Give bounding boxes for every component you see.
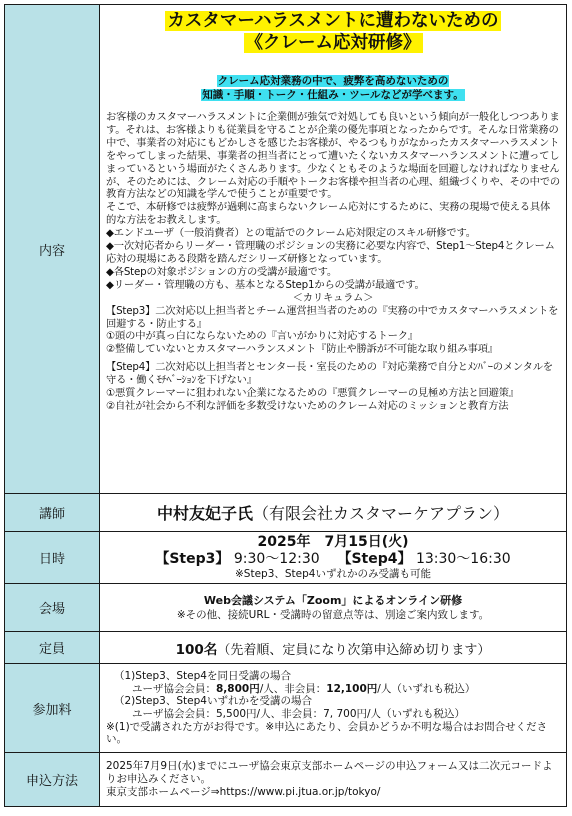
description-paragraph: そこで、本研修では疲弊が過剰に高まらないクレーム応対にするために、実務の現場で使える具体的な方法をお教えします。 — [106, 201, 551, 227]
lecturer-cell — [100, 494, 567, 532]
main-title-line2: 《クレーム応対研修》 — [245, 33, 421, 53]
application-url[interactable]: 東京支部ホームページ⇒https://www.pi.jtua.or.jp/tokyo/ — [106, 786, 381, 798]
venue-main: Web会議システム「Zoom」によるオンライン研修 — [203, 594, 463, 607]
feature-bullet: ◆エンドユーザ（一般消費者）との電話でのクレーム応対限定のスキル研修です。 — [106, 227, 476, 240]
main-title-line1: カスタマーハラスメントに遭わないための — [167, 11, 499, 31]
capacity-note: （先着順、定員になり次第申込締め切ります） — [217, 642, 491, 658]
datetime-label: 日時 — [5, 532, 100, 584]
curriculum-heading: ＜カリキュラム＞ — [292, 291, 374, 304]
step3-heading: 【Step3】二次対応以上担当者とチーム運営担当者のための『実務の中でカスタマーハラスメントを回避する・防止する』 — [106, 304, 559, 330]
subtitle-line1: クレーム応対業務の中で、疲弊を高めないための — [217, 75, 449, 87]
fee-case2-prices: ユーザ協会会員：5,500円/人、非会員：7, 700円/人（いずれも税込） — [132, 708, 466, 720]
fee-case1-prices: ユーザ協会会員：8,800円/人、非会員：12,100円/人（いずれも税込） — [132, 682, 476, 695]
venue-label: 会場 — [5, 584, 100, 632]
step4-label: 【Step4】 — [337, 551, 412, 567]
content-label: 内容 — [5, 5, 100, 494]
application-instructions: 2025年7月9日(水)までにユーザ協会東京支部ホームページの申込フォーム又は二次元コードよりお申込みください。 — [106, 760, 553, 785]
fee-case1-member-price: 8,800円 — [216, 682, 260, 695]
feature-bullet: ◆リーダー・管理職の方も、基本となるStep1からの受講が最適です。 — [106, 278, 425, 291]
fee-case1-nonmember-price: 12,100円 — [326, 682, 378, 695]
fee-note: ※(1)で受講された方がお得です。※申込にあたり、会員かどうか不明な場合はお問合せください。 — [106, 720, 548, 746]
fee-case1-title: （1)Step3、Step4を同日受講の場合 — [114, 670, 291, 683]
session-times — [104, 551, 562, 568]
lecturer-name: 中村友妃子氏 — [156, 504, 253, 523]
description-body — [106, 111, 560, 413]
step3-time: 9:30～12:30 — [233, 551, 320, 567]
step4-item: ①悪質クレーマーに狙われない企業になるための『悪質クレーマーの見極め方法と回避策』 — [106, 387, 519, 400]
seminar-info-table — [4, 4, 567, 807]
fee-case2-title: （2)Step3、Step4いずれかを受講の場合 — [114, 695, 312, 708]
capacity-number: 100名 — [175, 641, 218, 658]
application-cell — [100, 753, 567, 807]
step4-item: ②自社が社会から不利な評価を多数受けないためのクレーム対応のミッションと教育方法 — [106, 399, 509, 412]
subtitle — [106, 74, 560, 102]
venue-note: ※その他、接続URL・受講時の留意点等は、別途ご案内致します。 — [176, 609, 490, 621]
step3-item: ②整備していないとカスタマーハランスメント『防止や勝訴が不可能な取り組み事項』 — [106, 343, 498, 356]
lecturer-label: 講師 — [5, 494, 100, 532]
fee-label: 参加料 — [5, 664, 100, 753]
step3-label: 【Step3】 — [155, 551, 230, 567]
description-paragraph: お客様のカスタマーハラスメントに企業側が強気で対処しても良いという傾向が一般化しつつあります。それは、お客様よりも従業員を守ることが企業の優先事項となったからです。そんな日常業務の中で、事業者の対応にもどかしさを感じたお客様が、やるつもりがなかったカスタマーハラスメントをやってしまった結果、事業者の担当者にとって遭いたくないカスタマーハランスメントに遭ってしまっているという場面がたくさんあります。少なくともそのような場面を回避しなければなりませんが、そのためには、クレーム対応の手順やトークお客様や担当者の心理、組織づくりや、その中での教育方法などの知識を学んで使うことが重要です。 — [106, 111, 560, 201]
subtitle-line2: 知識・手順・トーク・仕組み・ツールなどが学べます。 — [202, 89, 464, 101]
lecturer-org: （有限会社カスタマーケアプラン） — [253, 504, 510, 523]
capacity-label: 定員 — [5, 632, 100, 664]
datetime-cell — [100, 532, 567, 584]
fee-cell — [100, 664, 567, 753]
content-cell — [100, 5, 567, 494]
step4-time: 13:30～16:30 — [415, 551, 511, 567]
datetime-note: ※Step3、Step4いずれかのみ受講も可能 — [235, 568, 431, 580]
step3-item: ①頭の中が真っ白にならないための『言いがかりに対応するトーク』 — [106, 330, 418, 343]
feature-bullet: ◆一次対応者からリーダー・管理職のポジションの実務に必要な内容で、Step1～Step4とクレーム応対の現場にある段階を踏んだシリーズ研修となっています。 — [106, 240, 555, 265]
application-label: 申込方法 — [5, 753, 100, 807]
step4-heading: 【Step4】二次対応以上担当者とセンター長・室長のための『対応業務で自分とﾒﾝﾊﾞｰのメンタルを守る・働くﾓﾁﾍﾞｰｼｮﾝを下げない』 — [106, 361, 553, 387]
feature-bullet: ◆各Stepの対象ポジションの方の受講が最適です。 — [106, 265, 338, 278]
event-date: 2025年 7月15日(火) — [257, 534, 409, 550]
capacity-cell — [100, 632, 567, 664]
venue-cell — [100, 584, 567, 632]
